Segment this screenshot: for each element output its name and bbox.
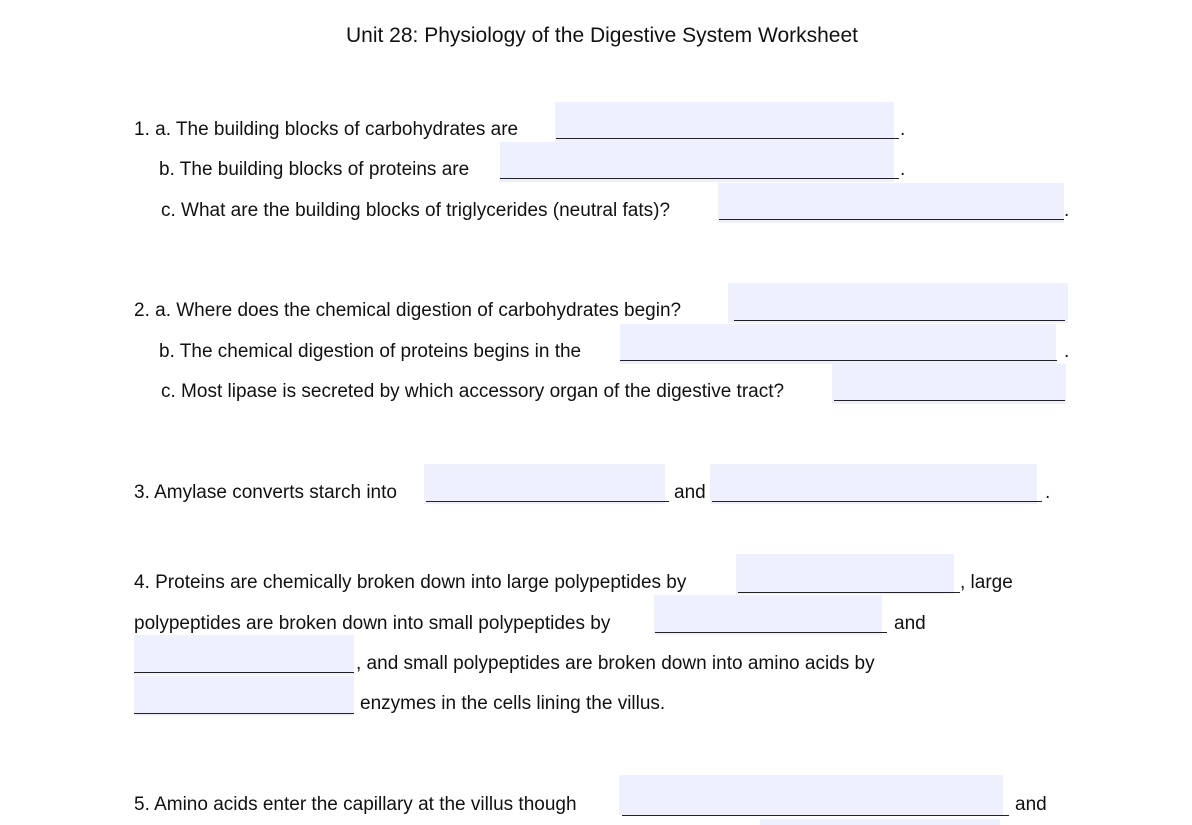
q2c-answer-field[interactable] [832,364,1066,404]
q3-and: and [674,482,706,503]
q3-label: 3. Amylase converts starch into [134,482,397,503]
q3-answer-field-2[interactable] [710,464,1037,504]
q4-underline-1 [738,592,960,593]
q4-answer-field-1[interactable] [736,554,954,594]
q2c-label: c. Most lipase is secreted by which accessory organ of the digestive tract? [161,381,785,402]
q4-underline-4 [134,713,354,714]
q1a-underline [556,138,899,139]
q4-line3-end: , and small polypeptides are broken down into amino acids by [356,653,875,674]
q2a-underline [734,320,1065,321]
q1a-answer-field[interactable] [555,102,894,142]
q4-underline-3 [134,672,354,673]
q1c-underline [719,219,1064,220]
q4-underline-2 [655,632,887,633]
q2a-label: 2. a. Where does the chemical digestion of carbohydrates begin? [134,300,682,321]
q4-answer-field-3[interactable] [134,635,354,675]
q1a-period: . [900,119,906,140]
q4-line2-end: and [894,613,926,634]
q3-answer-field-1[interactable] [424,464,665,504]
q5-answer-field-2[interactable] [760,819,1000,825]
q1b-period: . [900,159,906,180]
q1b-underline [500,178,899,179]
q4-line4-end: enzymes in the cells lining the villus. [360,693,666,714]
q5-and: and [1015,794,1047,815]
q4-line1-end: , large [960,572,1013,593]
q3-period: . [1045,482,1051,503]
q5-underline-1 [622,815,1009,816]
q2c-underline [834,400,1065,401]
q2b-underline [620,360,1057,361]
page-title: Unit 28: Physiology of the Digestive System Worksheet [345,24,858,47]
q1c-label: c. What are the building blocks of triglycerides (neutral fats)? [161,200,671,221]
q2b-answer-field[interactable] [620,324,1056,364]
q2a-answer-field[interactable] [728,283,1068,323]
q5-answer-field-1[interactable] [619,775,1003,815]
q4-answer-field-4[interactable] [134,676,354,716]
q1b-label: b. The building blocks of proteins are [159,159,470,180]
q3-underline-2 [712,501,1042,502]
q2b-label: b. The chemical digestion of proteins begins in the [159,341,582,362]
q4-answer-field-2[interactable] [654,595,882,635]
q2b-period: . [1064,341,1070,362]
q5-label: 5. Amino acids enter the capillary at the villus though [134,794,577,815]
q1b-answer-field[interactable] [500,142,894,182]
q3-underline-1 [426,501,669,502]
q1c-period: . [1064,200,1070,221]
q4-line2-text: polypeptides are broken down into small polypeptides by [134,613,611,634]
q4-line1-text: 4. Proteins are chemically broken down into large polypeptides by [134,572,687,593]
q1a-label: 1. a. The building blocks of carbohydrates are [134,119,519,140]
q1c-answer-field[interactable] [718,183,1064,223]
